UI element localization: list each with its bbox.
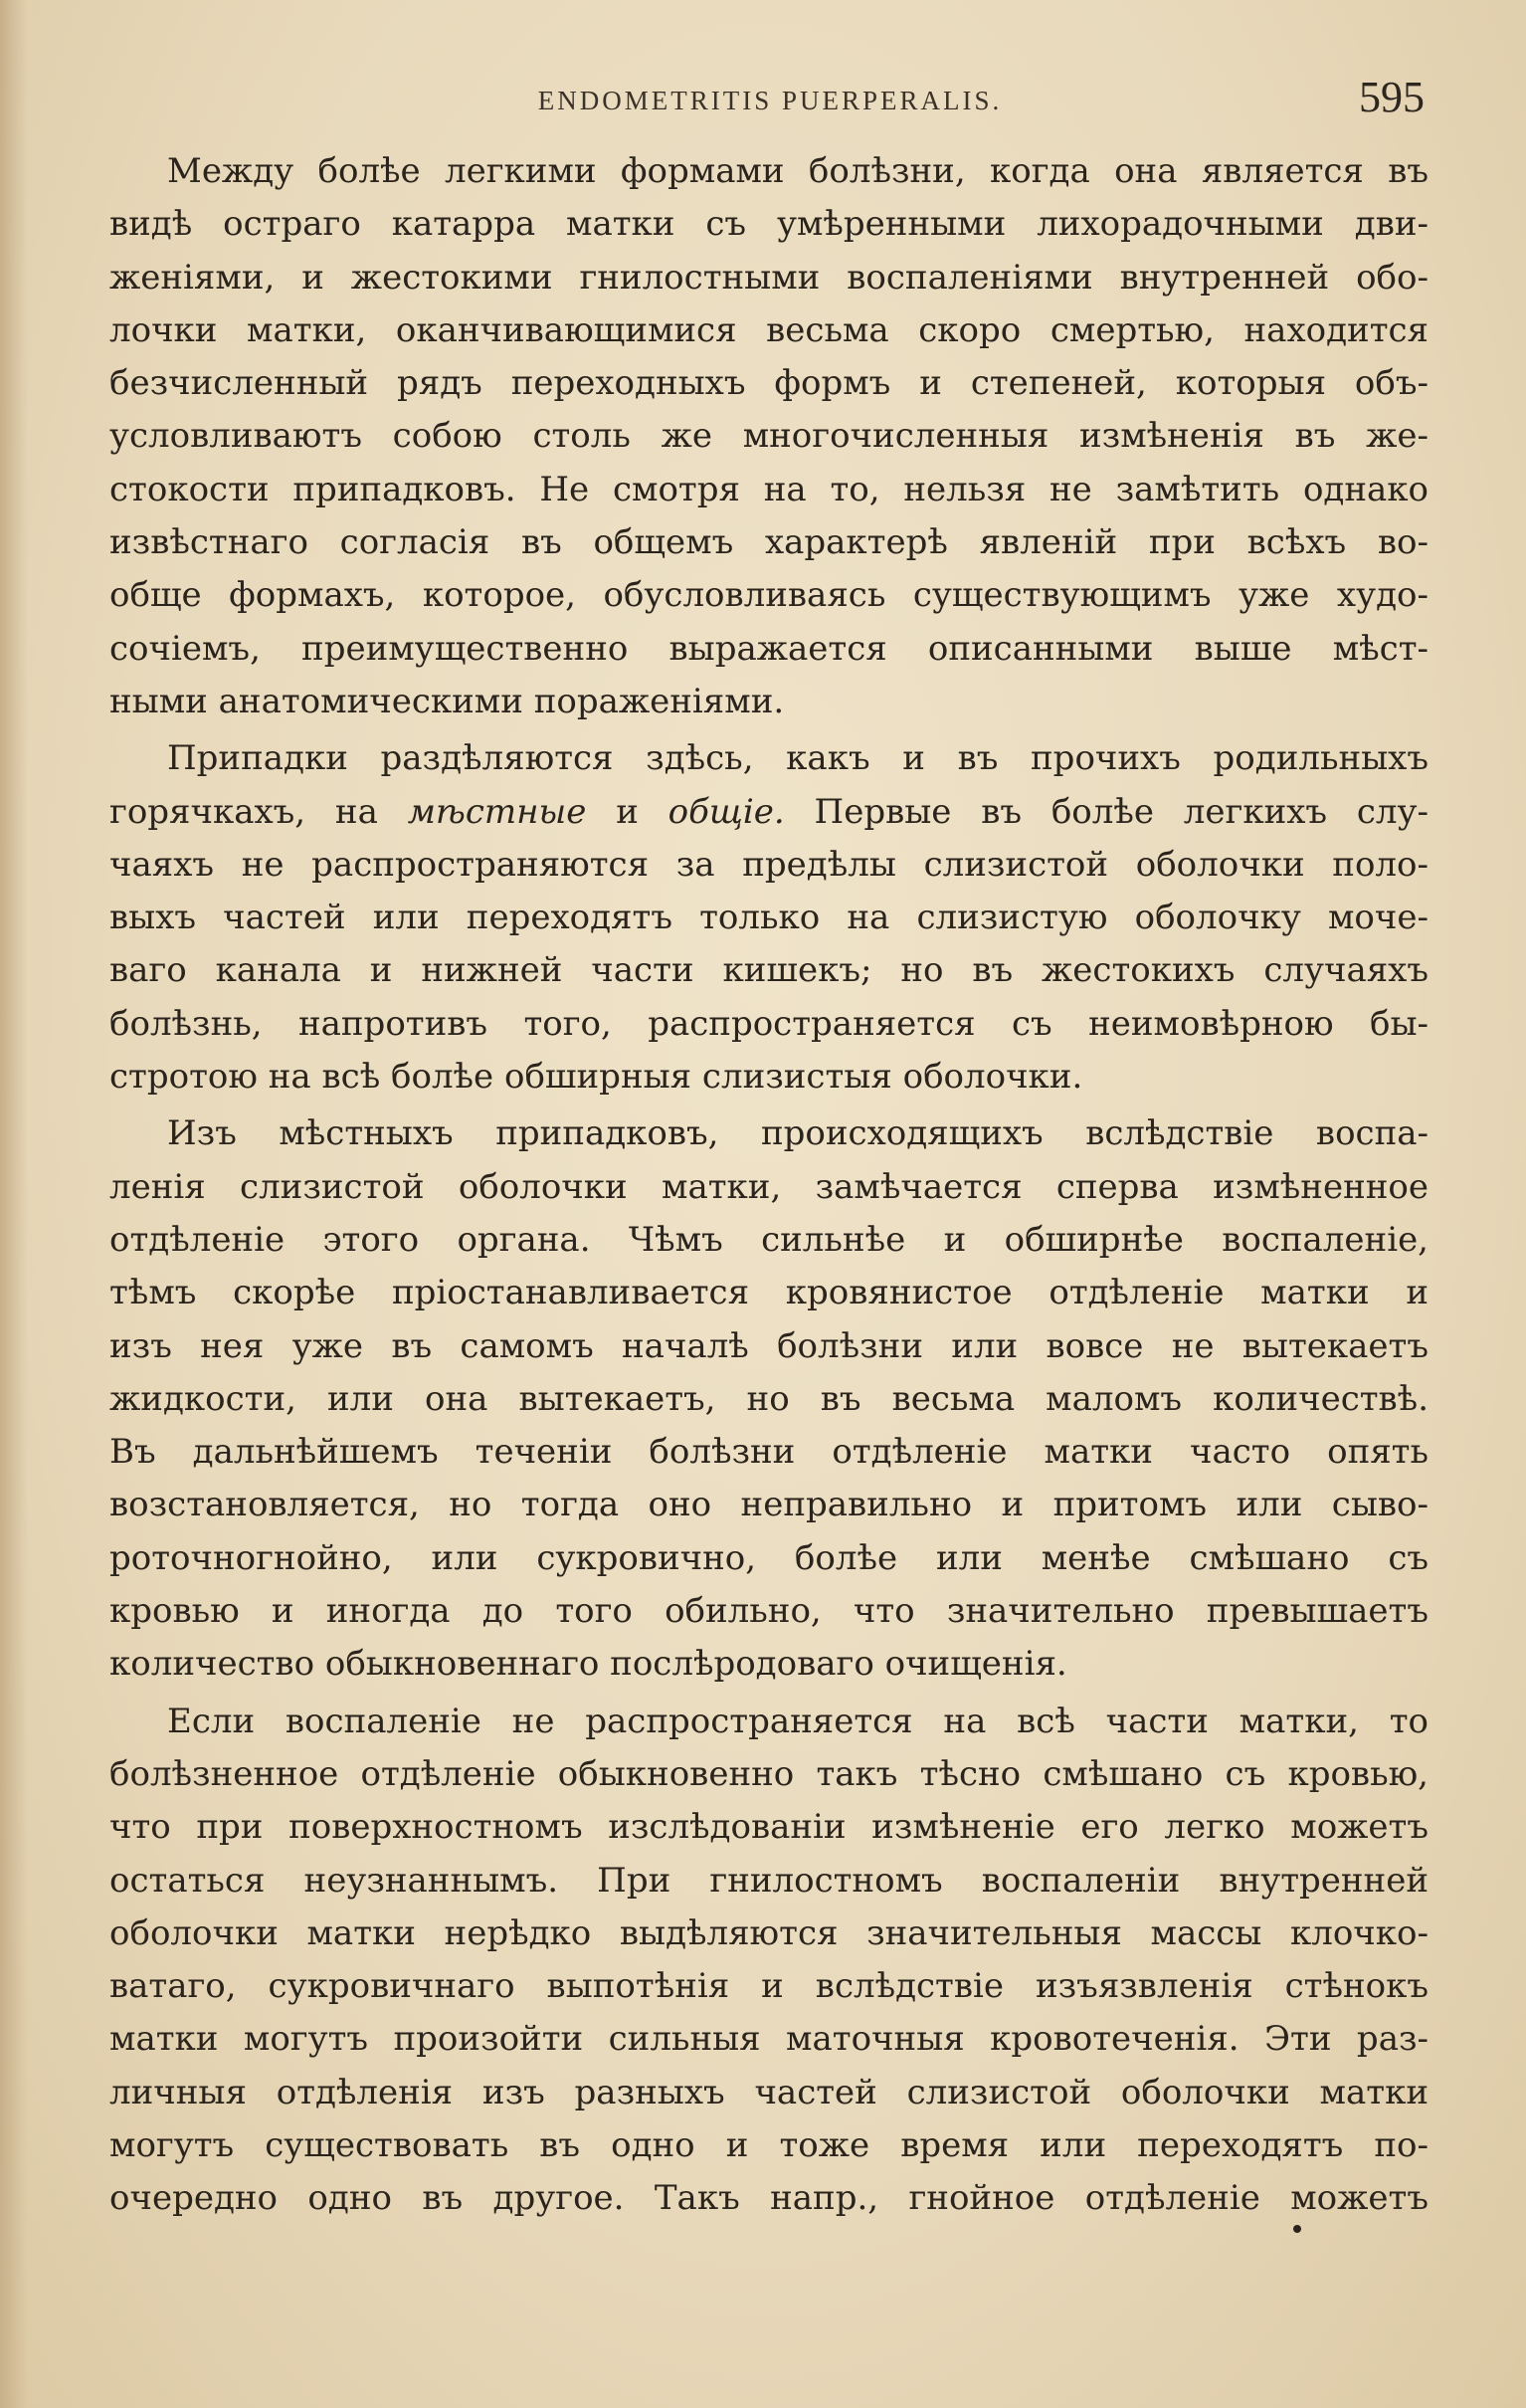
text-fragment: и: [586, 791, 668, 832]
text-line: кровью и иногда до того обильно, что значительно превышаетъ: [109, 1591, 1429, 1632]
text-line: что при поверхностномъ изслѣдованіи измѣненіе его легко можетъ: [109, 1807, 1429, 1848]
text-line: тѣмъ скорѣе пріостанавливается кровянистое отдѣленіе матки и: [109, 1273, 1429, 1313]
text-line: очередно одно въ другое. Такъ напр., гнойное отдѣленіе можетъ: [109, 2178, 1429, 2219]
text-fragment: Первые въ болѣе легкихъ слу-: [784, 791, 1429, 832]
text-line: Припадки раздѣляются здѣсь, какъ и въ прочихъ родильныхъ: [167, 738, 1429, 779]
text-line: Въ дальнѣйшемъ теченіи болѣзни отдѣленіе матки часто опять: [109, 1432, 1429, 1473]
text-line: оболочки матки нерѣдко выдѣляются значительныя массы клочко-: [109, 1912, 1429, 1953]
text-line: отдѣленіе этого органа. Чѣмъ сильнѣе и обширнѣе воспаленіе,: [109, 1219, 1429, 1260]
text-line: ленія слизистой оболочки матки, замѣчается сперва измѣненное: [109, 1166, 1429, 1207]
text-line: роточногнойно, или сукровично, болѣе или менѣе смѣшано съ: [109, 1537, 1429, 1578]
text-line: ваго канала и нижней части кишекъ; но въ жестокихъ случаяхъ: [109, 950, 1429, 991]
text-line: сочіемъ, преимущественно выражается описанными выше мѣст-: [109, 628, 1429, 669]
text-line: Между болѣе легкими формами болѣзни, когда она является въ: [167, 151, 1429, 191]
ink-dot: [1293, 2225, 1301, 2233]
text-line: болѣзненное отдѣленіе обыкновенно такъ тѣсно смѣшано съ кровью,: [109, 1753, 1429, 1794]
text-line: могутъ существовать въ одно и тоже время или переходятъ по-: [109, 2124, 1429, 2165]
text-line: ватаго, сукровичнаго выпотѣнія и вслѣдствіе изъязвленія стѣнокъ: [109, 1966, 1429, 2007]
text-line: стротою на всѣ болѣе обширныя слизистыя оболочки.: [109, 1057, 1083, 1098]
text-line: Изъ мѣстныхъ припадковъ, происходящихъ вслѣдствіе воспа-: [167, 1113, 1429, 1154]
text-line: лочки матки, оканчивающимися весьма скоро смертью, находится: [109, 309, 1429, 350]
text-line: болѣзнь, напротивъ того, распространяется съ неимовѣрною бы-: [109, 1003, 1429, 1044]
text-line: стокости припадковъ. Не смотря на то, нельзя не замѣтить однако: [109, 469, 1429, 509]
page-number: 595: [1359, 73, 1425, 121]
emphasis-local: мѣстные: [407, 791, 587, 832]
body-text: [109, 145, 1429, 2226]
text-line-with-emphasis: [109, 786, 1429, 839]
text-line: обще формахъ, которое, обусловливаясь существующимъ уже худо-: [109, 575, 1429, 616]
text-line: видѣ остраго катарра матки съ умѣренными лихорадочными дви-: [109, 204, 1429, 245]
text-line: Если воспаленіе не распространяется на всѣ части матки, то: [167, 1701, 1429, 1741]
text-line: возстановляется, но тогда оно неправильно и притомъ или сыво-: [109, 1485, 1429, 1525]
text-line: изъ нея уже въ самомъ началѣ болѣзни или вовсе не вытекаетъ: [109, 1325, 1429, 1366]
text-line: жидкости, или она вытекаетъ, но въ весьма маломъ количествѣ.: [109, 1378, 1429, 1419]
text-line: остаться неузнаннымъ. При гнилостномъ воспаленіи внутренней: [109, 1860, 1429, 1901]
text-line: количество обыкновеннаго послѣродоваго очищенія.: [109, 1644, 1067, 1685]
text-line: условливаютъ собою столь же многочисленныя измѣненія въ же-: [109, 416, 1429, 457]
text-line: личныя отдѣленія изъ разныхъ частей слизистой оболочки матки: [109, 2072, 1429, 2112]
text-line: выхъ частей или переходятъ только на слизистую оболочку моче-: [109, 898, 1429, 938]
text-line: матки могутъ произойти сильныя маточныя кровотеченія. Эти раз-: [109, 2019, 1429, 2060]
text-line: ными анатомическими пораженіями.: [109, 681, 785, 721]
emphasis-general: общіе.: [668, 791, 785, 832]
page-header: [109, 70, 1431, 129]
text-line: извѣстнаго согласія въ общемъ характерѣ явленій при всѣхъ во-: [109, 522, 1429, 563]
text-line: безчисленный рядъ переходныхъ формъ и степеней, которыя объ-: [109, 363, 1429, 404]
text-fragment: горячкахъ, на: [109, 791, 408, 832]
running-head: ENDOMETRITIS PUERPERALIS.: [537, 86, 1003, 115]
text-line: женіями, и жестокими гнилостными воспаленіями внутренней обо-: [109, 257, 1429, 298]
text-line: чаяхъ не распространяются за предѣлы слизистой оболочки поло-: [109, 844, 1429, 885]
